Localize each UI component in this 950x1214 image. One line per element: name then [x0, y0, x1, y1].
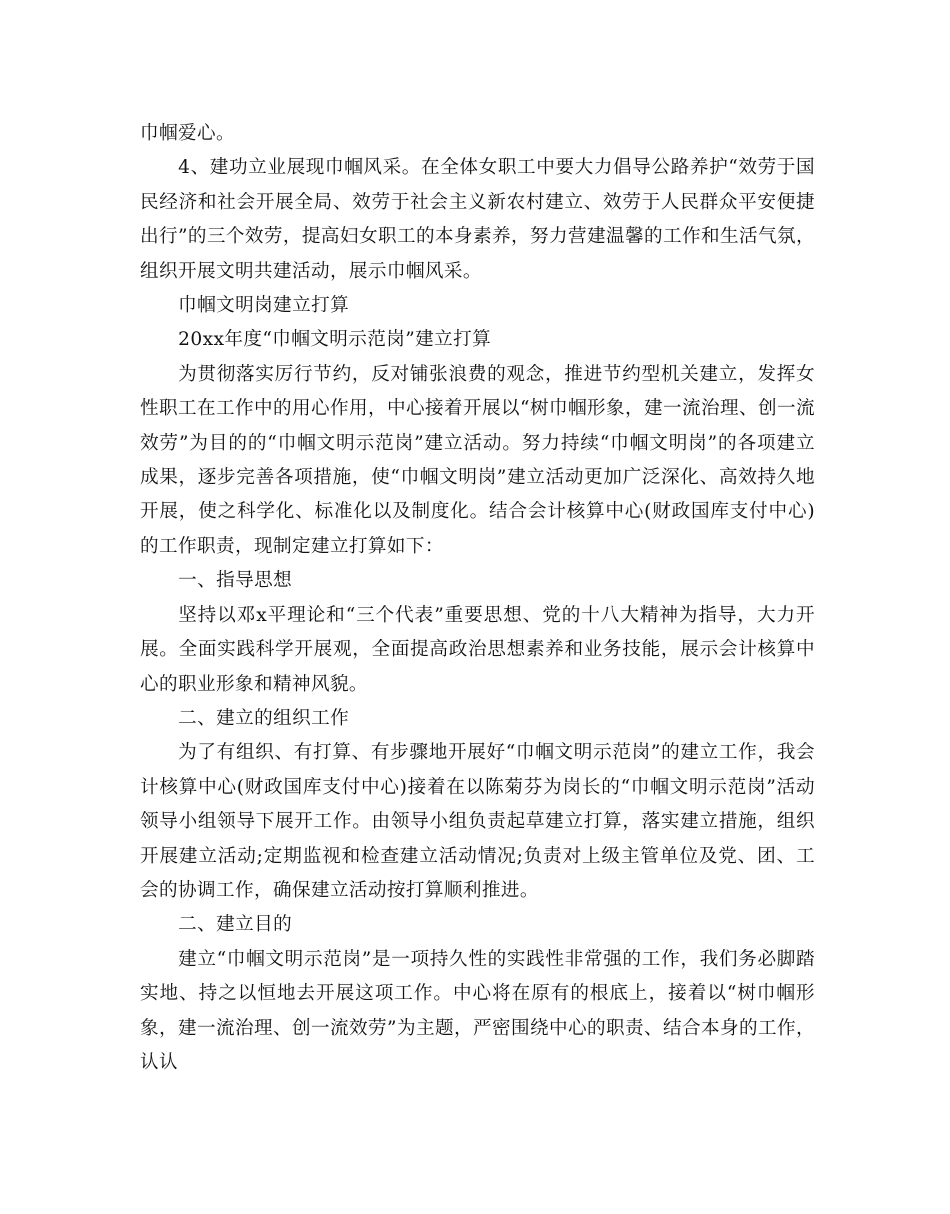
heading-purpose: 二、建立目的 [178, 914, 293, 936]
paragraph-item-4: 4、建功立业展现巾帼风采。在全体女职工中要大力倡导公路养护“效劳于国民经济和社会开展全局、效劳于社会主义新农村建立、效劳于人民群众平安便捷出行”的三个效劳，提高妇女职工的本身素养，努力营建温馨的工作和生活气氛，组织开展文明共建活动，展示巾帼风采。 [140, 157, 815, 282]
paragraph-purpose: 建立“巾帼文明示范岗”是一项持久性的实践性非常强的工作，我们务必脚踏实地、持之以恒地去开展这项工作。中心将在原有的根底上，接着以“树巾帼形象，建一流治理、创一流效劳”为主题，严密围绕中心的职责、结合本身的工作，认认 [140, 948, 815, 1073]
paragraph-intro: 为贯彻落实厉行节约，反对铺张浪费的观念，推进节约型机关建立，发挥女性职工在工作中的用心作用，中心接着开展以“树巾帼形象，建一流治理、创一流效劳”为目的的“巾帼文明示范岗”建立活动。努力持续“巾帼文明岗”的各项建立成果，逐步完善各项措施，使“巾帼文明岗”建立活动更加广泛深化、高效持久地开展，使之科学化、标准化以及制度化。结合会计核算中心(财政国库支付中心)的工作职责，现制定建立打算如下： [140, 363, 815, 557]
paragraph-organization: 为了有组织、有打算、有步骤地开展好“巾帼文明示范岗”的建立工作，我会计核算中心(财政国库支付中心)接着在以陈菊芬为岗长的“巾帼文明示范岗”活动领导小组领导下展开工作。由领导小组负责起草建立打算，落实建立措施，组织开展建立活动;定期监视和检查建立活动情况;负责对上级主管单位及党、团、工会的协调工作，确保建立活动按打算顺利推进。 [140, 742, 815, 901]
paragraph-guiding-thought: 坚持以邓x平理论和“三个代表”重要思想、党的十八大精神为指导，大力开展。全面实践科学开展观，全面提高政治思想素养和业务技能，展示会计核算中心的职业形象和精神风貌。 [140, 604, 815, 695]
section-title-annual-plan: 20xx年度“巾帼文明示范岗”建立打算 [178, 329, 492, 351]
paragraph-continuation: 巾帼爱心。 [140, 123, 235, 144]
heading-organization: 二、建立的组织工作 [178, 707, 350, 729]
section-title-plan: 巾帼文明岗建立打算 [178, 295, 350, 317]
heading-guiding-thought: 一、指导思想 [178, 570, 293, 592]
